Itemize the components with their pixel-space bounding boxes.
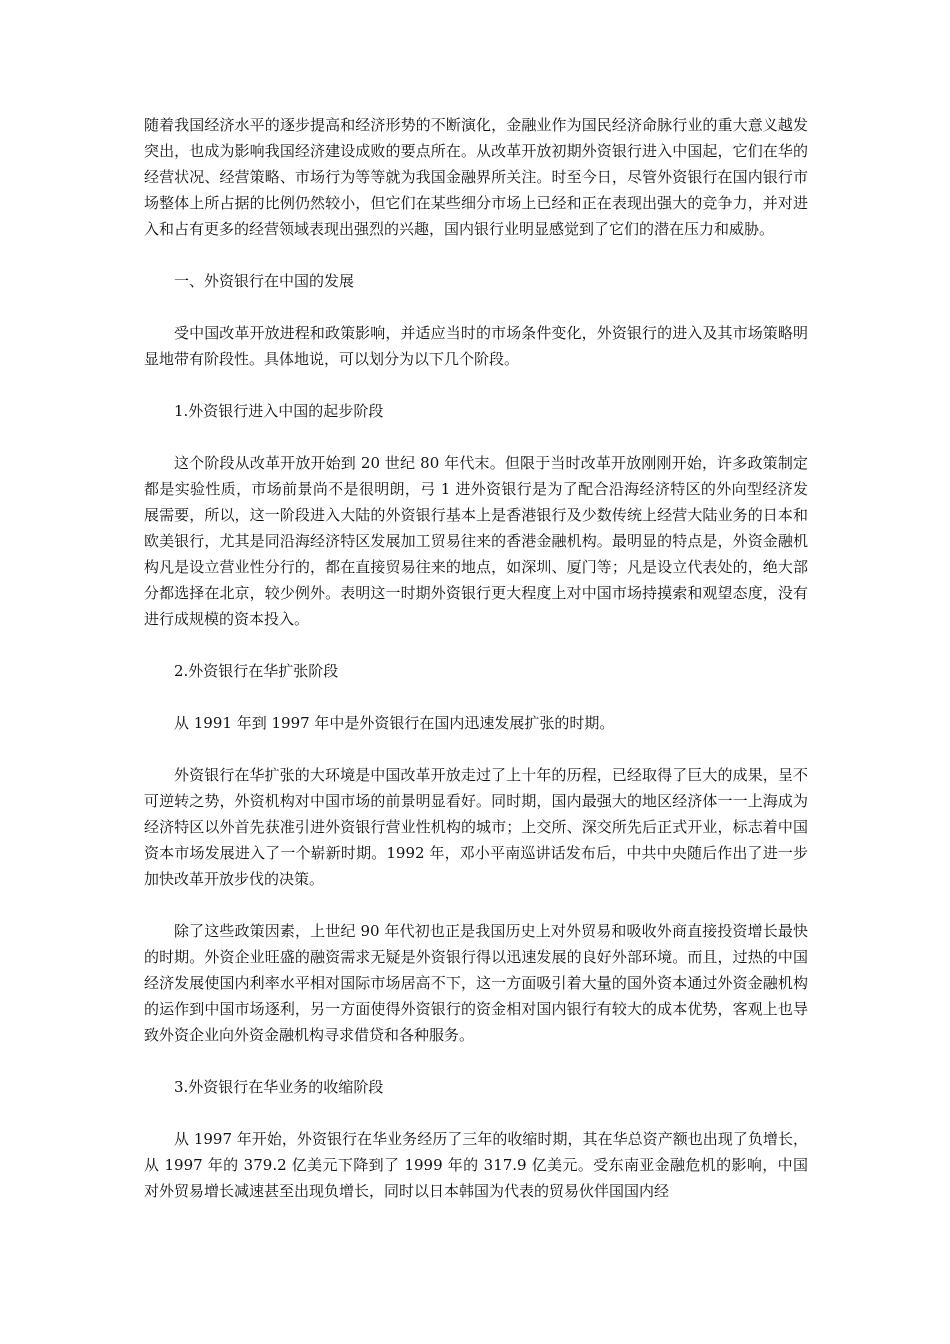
intro-paragraph: 随着我国经济水平的逐步提高和经济形势的不断演化，金融业作为国民经济命脉行业的重大意义越发突出，也成为影响我国经济建设成败的要点所在。从改革开放初期外资银行进入中国起，它们在华的经营状况、经营策略、市场行为等等就为我国金融界所关注。时至今日，尽管外资银行在国内银行市场整体上所占据的比例仍然较小，但它们在某些细分市场上已经和正在表现出强大的竞争力，并对进入和占有更多的经营领域表现出强烈的兴趣，国内银行业明显感觉到了它们的潜在压力和威胁。 <box>144 116 808 238</box>
stage-2-paragraph-2: 外资银行在华扩张的大环境是中国改革开放走过了上十年的历程，已经取得了巨大的成果，呈不可逆转之势，外资机构对中国市场的前景明显看好。同时期，国内最强大的地区经济体一一上海成为经济特区以外首先获准引进外资银行营业性机构的城市；上交所、深交所先后正式开业，标志着中国资本市场发展进入了一个崭新时期。1992 年，邓小平南巡讲话发布后，中共中央随后作出了进一步加快改革开放步伐的决策。 <box>144 766 808 888</box>
section-1-intro-paragraph: 受中国改革开放进程和政策影响，并适应当时的市场条件变化，外资银行的进入及其市场策略明显地带有阶段性。具体地说，可以划分为以下几个阶段。 <box>144 324 808 368</box>
stage-1-heading: 1.外资银行进入中国的起步阶段 <box>174 402 384 420</box>
stage-2-paragraph-1: 从 1991 年到 1997 年中是外资银行在国内迅速发展扩张的时期。 <box>174 714 615 732</box>
document-page <box>144 112 808 1230</box>
stage-1-paragraph: 这个阶段从改革开放开始到 20 世纪 80 年代末。但限于当时改革开放刚刚开始，许多政策制定都是实验性质，市场前景尚不是很明朗，弓 1 进外资银行是为了配合沿海经济特区的外向型经济发展需要，所以，这一阶段进入大陆的外资银行基本上是香港银行及少数传统上经营大陆业务的日本和欧美银行，尤其是同沿海经济特区发展加工贸易往来的香港金融机构。最明显的特点是，外资金融机构凡是设立营业性分行的，都在直接贸易往来的地点，如深圳、厦门等；凡是设立代表处的，绝大部分都选择在北京，较少例外。表明这一时期外资银行更大程度上对中国市场持摸索和观望态度，没有进行成规模的资本投入。 <box>144 454 808 628</box>
stage-3-paragraph: 从 1997 年开始，外资银行在华业务经历了三年的收缩时期，其在华总资产额也出现了负增长，从 1997 年的 379.2 亿美元下降到了 1999 年的 317.9 亿美元。受东南亚金融危机的影响，中国对外贸易增长减速甚至出现负增长，同时以日本韩国为代表的贸易伙伴国国内经 <box>144 1130 808 1200</box>
stage-2-paragraph-3: 除了这些政策因素，上世纪 90 年代初也正是我国历史上对外贸易和吸收外商直接投资增长最快的时期。外资企业旺盛的融资需求无疑是外资银行得以迅速发展的良好外部环境。而且，过热的中国经济发展使国内利率水平相对国际市场居高不下，这一方面吸引着大量的国外资本通过外资金融机构的运作到中国市场逐利，另一方面使得外资银行的资金相对国内银行有较大的成本优势，客观上也导致外资企业向外资金融机构寻求借贷和各种服务。 <box>144 922 808 1044</box>
section-1-heading: 一、外资银行在中国的发展 <box>174 272 355 290</box>
stage-2-heading: 2.外资银行在华扩张阶段 <box>174 662 339 680</box>
stage-3-heading: 3.外资银行在华业务的收缩阶段 <box>174 1078 384 1096</box>
